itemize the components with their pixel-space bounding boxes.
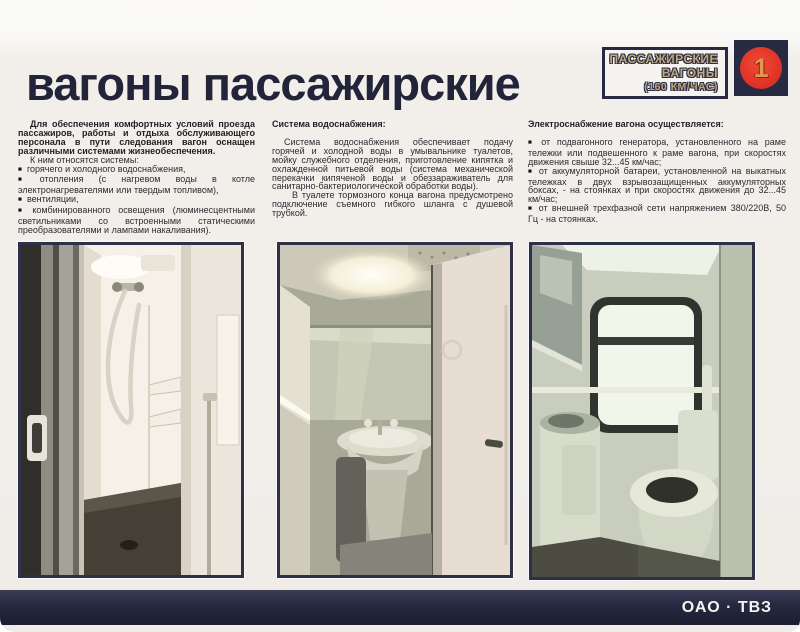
square-bullet-icon: ■ bbox=[18, 207, 28, 215]
shower-hose-paragraph: В туалете тормозного конца вагона предусмотрено подключение съемного гибкого шланга с душевой трубкой. bbox=[272, 190, 513, 219]
list-item-text: горячего и холодного водоснабжения, bbox=[26, 163, 186, 174]
toilet-photo bbox=[529, 242, 755, 580]
column-water-supply bbox=[272, 120, 513, 242]
square-bullet-icon: ■ bbox=[528, 205, 534, 213]
list-item-text: от внешней трехфазной сети напряжением 380/220В, 50 Гц - на стоянках. bbox=[528, 203, 786, 225]
series-badge bbox=[602, 47, 728, 99]
page-title: вагоны пассажирские bbox=[26, 57, 520, 110]
series-badge-line3: (160 КМ/ЧАС) bbox=[644, 81, 718, 93]
toilet-photo-illustration bbox=[532, 245, 752, 577]
life-support-intro: Для обеспечения комфортных условий проезда пассажиров, работы и отдыха обслуживающего персонала в пути следования вагон оснащен различными системами жизнеобеспечения. bbox=[18, 120, 255, 156]
series-badge-line1: ПАССАЖИРСКИЕ bbox=[609, 52, 718, 66]
list-item bbox=[18, 206, 255, 235]
column-power-supply bbox=[528, 120, 786, 242]
metal-door bbox=[21, 245, 84, 575]
door bbox=[432, 245, 510, 575]
life-support-leadin: К ним относятся системы: bbox=[30, 154, 139, 165]
square-bullet-icon: ■ bbox=[528, 167, 534, 175]
square-bullet-icon: ■ bbox=[18, 196, 22, 204]
list-item bbox=[528, 167, 786, 205]
shower-photo bbox=[18, 242, 244, 578]
right-wall bbox=[720, 245, 752, 577]
column-life-support bbox=[18, 120, 255, 242]
square-bullet-icon: ■ bbox=[18, 176, 35, 184]
list-item bbox=[528, 204, 786, 224]
series-badge-line2: ВАГОНЫ bbox=[661, 66, 718, 80]
list-item-text: от аккумуляторной батареи, установленной на выкатных тележках в двух взрывозащищенных аккумуляторных боксах, - на стоянках и при скоростях движения до 32...45 км/час; bbox=[528, 165, 786, 205]
list-item-text: от подвагонного генератора, установленного на раме тележки или подвешенного к раме вагона, при скоростях движения свыше 32...45 км/час; bbox=[528, 136, 786, 167]
manufacturer-logo-text: ОАО · ТВЗ bbox=[681, 598, 772, 616]
washbasin-photo bbox=[277, 242, 513, 578]
square-bullet-icon: ■ bbox=[18, 165, 22, 173]
footer-bar bbox=[0, 590, 800, 625]
washbasin-photo-illustration bbox=[280, 245, 510, 575]
list-item-text: отопления (с нагревом воды в котле электронагревателями или твердым топливом), bbox=[18, 174, 255, 196]
shower-mixer bbox=[112, 282, 144, 292]
power-supply-heading: Электроснабжение вагона осуществляется: bbox=[528, 120, 724, 129]
water-supply-heading: Система водоснабжения: bbox=[272, 120, 386, 129]
series-number-badge bbox=[734, 40, 788, 96]
ceiling-light bbox=[310, 249, 434, 301]
shower-photo-illustration bbox=[21, 245, 241, 575]
series-number: 1 bbox=[753, 52, 769, 83]
list-item bbox=[18, 175, 255, 195]
water-supply-paragraph: Система водоснабжения обеспечивает подачу горячей и холодной воды в умывальнике туалетов, мойку служебного отделения, приготовление кипятка и охлажденной питьевой воды (система механической перекачки кипяченой воды и обеззараживатель для санитарно-бактериологической обработки воды). bbox=[272, 136, 513, 192]
number-circle bbox=[740, 47, 782, 89]
list-item-text: вентиляции, bbox=[26, 194, 79, 205]
square-bullet-icon: ■ bbox=[528, 138, 537, 146]
list-item-text: комбинированного освещения (люминесцентными светильниками со встроенными статическими преобразователями и лампами накаливания). bbox=[18, 205, 255, 235]
list-item bbox=[528, 138, 786, 167]
